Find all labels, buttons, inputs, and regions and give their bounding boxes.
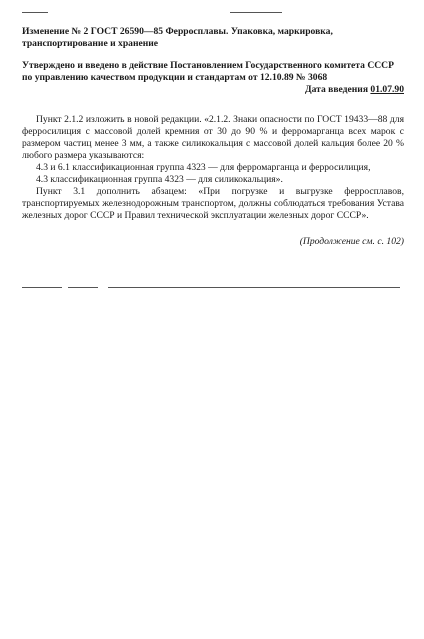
bottom-rule-right <box>108 287 400 288</box>
bottom-rule-left <box>22 287 62 288</box>
paragraph-3: 4.3 классификационная группа 4323 — для силикокальция». <box>36 174 283 185</box>
paragraph-1: Пункт 2.1.2 изложить в новой редакции. «2.1.2. Знаки опасности по ГОСТ 19433—88 для ферросилиция с массовой долей кремния от 30 до 90 % и ферромарганца всех марок с размером частиц менее 3 мм, а также силикокальция с массовой долей кальция более 20 % любого размера указываются: <box>22 114 404 161</box>
effective-date-label: Дата введения <box>304 84 369 95</box>
document-page <box>22 26 404 247</box>
approval-statement: Утверждено и введено в действие Постановлением Государственного комитета СССР по управлению качеством продукции и стандартам от 12.10.89 № 3068 <box>22 60 394 83</box>
effective-date-value: 01.07.90 <box>370 84 404 95</box>
paragraph-4: Пункт 3.1 дополнить абзацем: «При погрузке и выгрузке ферросплавов, транспортируемых железнодорожным транспортом, должны соблюдаться требования Устава железных дорог СССР и Правил технической эксплуатации железных дорог СССР». <box>22 186 404 221</box>
amendment-header: Изменение № 2 ГОСТ 26590—85 Ферросплавы. Упаковка, маркировка, транспортирование и хранение <box>22 26 333 49</box>
top-rule-left <box>22 12 48 13</box>
top-rule-right <box>230 12 282 13</box>
amendment-body <box>22 114 404 222</box>
paragraph-2: 4.3 и 6.1 классификационная группа 4323 — для ферромарганца и ферросилиция, <box>36 162 371 173</box>
effective-date <box>22 84 404 96</box>
continuation-note: (Продолжение см. с. 102) <box>299 236 404 247</box>
bottom-rule-mid <box>68 287 98 288</box>
